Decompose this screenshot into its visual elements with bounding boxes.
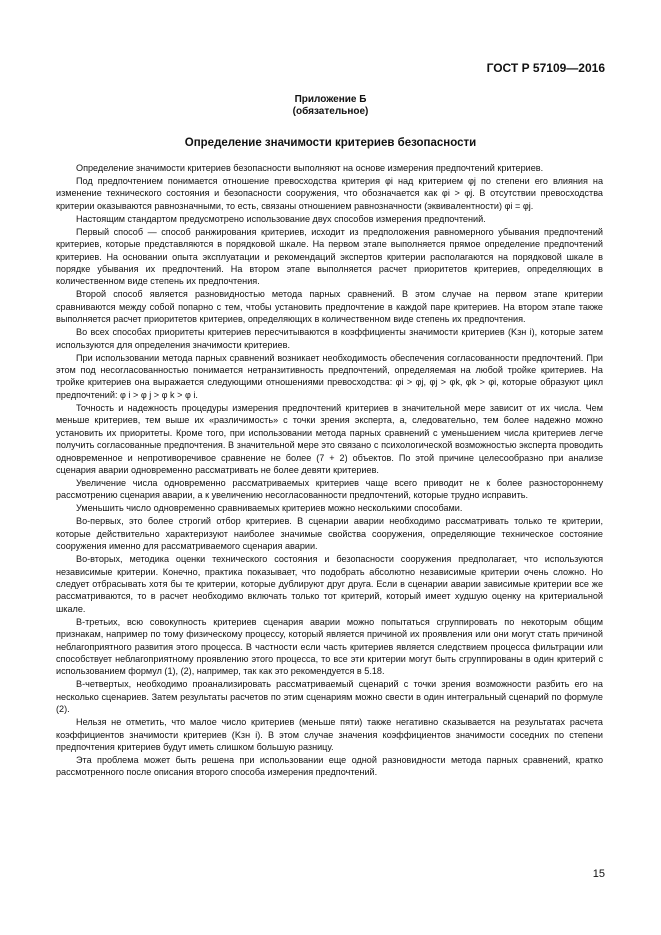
annex-title: Приложение Б	[294, 94, 367, 105]
annex-status: (обязательное)	[292, 106, 369, 117]
paragraph: В-третьих, всю совокупность критериев сценария аварии можно попытаться сгруппировать по некоторым общим признакам, например по тому физическому процессу, который является причиной их проявления или они могут стать причиной неблагоприятного развития этого процесса. В частности если часть критериев является следствием процесса фильтрации или способствует неблагоприятному проявлению этого процесса, то все эти критерии могут быть сгруппированы в один критерий с использованием формул (1), (2), например, так как это рекомендуется в 5.18.	[56, 616, 603, 677]
page-number: 15	[592, 868, 605, 880]
paragraph: Второй способ является разновидностью метода парных сравнений. В этом случае на первом этапе критерии сравниваются между собой попарно с тем, чтобы установить предпочтение в каждой паре критериев. На втором этапе также выполняется расчет приоритетов критериев, определяющих в количественном виде степень их предпочтения.	[56, 289, 603, 325]
paragraph: Увеличение числа одновременно рассматриваемых критериев чаще всего приводит не к более разностороннему рассмотрению сценария аварии, а к увеличению несогласованности предпочтений, которые трудно исправить.	[56, 477, 603, 501]
paragraph: Определение значимости критериев безопасности выполняют на основе измерения предпочтений критериев.	[76, 163, 544, 173]
section-title: Определение значимости критериев безопасности	[184, 137, 477, 149]
paragraph: Первый способ — способ ранжирования критериев, исходит из предположения равномерного убывания предпочтений критериев, которые представляются в порядковой шкале. На первом этапе выполняется прямое определение предпочтений критериев. На основании опыта эксплуатации и рекомендаций экспертов критерии располагаются на порядковой шкале в порядке убывания их предпочтений. На втором этапе выполняется расчет приоритетов критериев, определяющих в количественном виде степень их предпочтения.	[56, 226, 603, 287]
paragraph: Точность и надежность процедуры измерения предпочтений критериев в значительной мере зависит от их числа. Чем меньше критериев, тем выше их «различимость» с точки зрения эксперта, а, следовательно, тем более надежно можно установить их приоритеты. Кроме того, при использовании метода парных сравнений с уменьшением числа критериев легче получить согласованные предпочтения. В значительной мере это связано с психологической возможностью эксперта проводить одновременное и непротиворечивое сравнение не более (7 + 2) объектов. По этой причине целесообразно при анализе сценария аварии одновременно рассматривать не более девяти критериев.	[56, 402, 603, 475]
paragraph: Под предпочтением понимается отношение превосходства критерия φi над критерием φj по степени его влияния на изменение технического состояния и безопасности сооружения, что обозначается как φi > φj. В отсутствии превосходства критерии оказываются равнозначными, то есть, связаны отношением равнозначности (эквивалентности) φi = φj.	[56, 176, 603, 211]
annex-heading	[0, 94, 661, 118]
paragraph: Нельзя не отметить, что малое число критериев (меньше пяти) также негативно сказывается на результатах расчета коэффициентов значимости критериев (Kзн i). В этом случае значения коэффициентов значимости соседних по степени предпочтения критериев будут иметь слишком большую разницу.	[56, 717, 603, 752]
document-body	[56, 162, 603, 779]
paragraph: Во-вторых, методика оценки технического состояния и безопасности сооружения предполагает, что используются независимые критерии. Конечно, практика показывает, что подобрать абсолютно независимые критерии очень сложно. Но следует отбрасывать хотя бы те критерии, которые дублируют друг друга. Если в сценарии аварии зависимые критерии все же рассматриваются, то в расчет необходимо включать только тот критерий, который имеет худшую оценку на критериальной шкале.	[56, 554, 603, 614]
paragraph: Во всех способах приоритеты критериев пересчитываются в коэффициенты значимости критериев (Kзн i), которые затем используются для определения значимости критериев.	[56, 327, 603, 350]
paragraph: Настоящим стандартом предусмотрено использование двух способов измерения предпочтений.	[76, 213, 486, 224]
paragraph: При использовании метода парных сравнений возникает необходимость обеспечения согласованности предпочтений. При этом под несогласованностью понимается нетранзитивность предпочтений, определяемая на любой тройке критериев. На тройке критериев она выражается следующими отношениями превосходства: φi > φj, φj > φk, φk > φi, которые образуют цикл предпочтений: φ i > φ j > φ k > φ i.	[56, 352, 603, 400]
paragraph: Уменьшить число одновременно сравниваемых критериев можно несколькими способами.	[76, 503, 463, 514]
standard-number: ГОСТ Р 57109—2016	[486, 61, 605, 75]
paragraph: В-четвертых, необходимо проанализировать рассматриваемый сценарий с точки зрения возможности разбить его на несколько сценариев. Затем результаты расчетов по этим сценариям можно свести в один интегральный сценарий по формуле (2).	[56, 679, 603, 715]
paragraph: Эта проблема может быть решена при использовании еще одной разновидности метода парных сравнений, кратко рассмотренного после описания второго способа измерения предпочтений.	[56, 755, 603, 778]
paragraph: Во-первых, это более строгий отбор критериев. В сценарии аварии необходимо рассматривать только те критерии, которые действительно характеризуют наиболее значимые свойства сооружения, определяющие техническое состояние сооружения именно для рассматриваемого сценария аварии.	[56, 516, 603, 552]
